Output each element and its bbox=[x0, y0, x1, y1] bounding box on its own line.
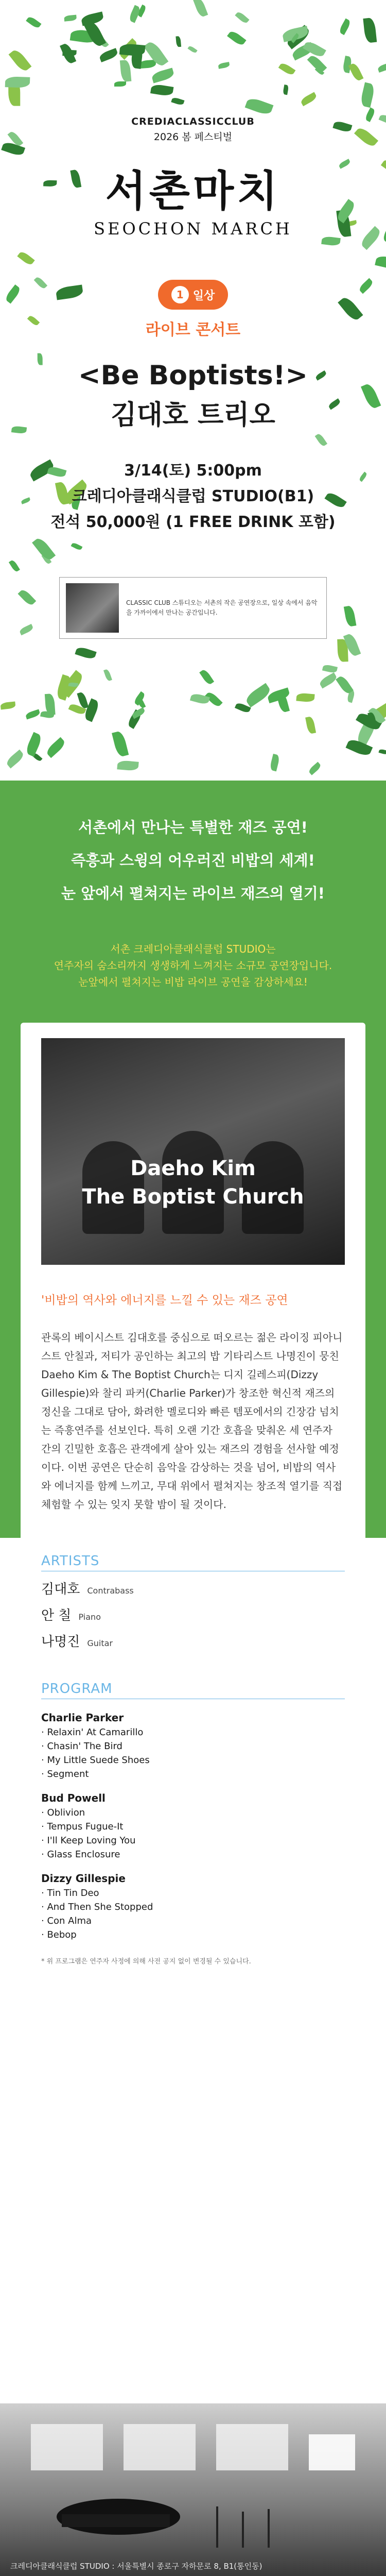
leaf-decoration bbox=[151, 68, 175, 83]
venue-photo bbox=[0, 2403, 386, 2576]
leaf-decoration bbox=[322, 664, 338, 674]
performer-card bbox=[21, 1023, 365, 1538]
band-photo-subtitle: The Boptist Church bbox=[82, 1185, 304, 1209]
tune-item: · Oblivion bbox=[41, 1807, 85, 1818]
leaf-decoration bbox=[112, 730, 129, 757]
intro-small-line: 서촌 크레디아클래식클럽 STUDIO는 bbox=[110, 943, 276, 956]
festival-logo-en: SEOCHON MARCH bbox=[94, 219, 292, 239]
leaf-decoration bbox=[338, 18, 352, 35]
venue-info-box bbox=[59, 577, 327, 639]
leaf-decoration bbox=[103, 668, 112, 681]
intro-description bbox=[21, 941, 365, 990]
tune-item: · Con Alma bbox=[41, 1916, 92, 1926]
leaf-decoration bbox=[303, 40, 326, 59]
leaf-decoration bbox=[98, 48, 119, 62]
leaf-decoration bbox=[5, 750, 25, 768]
leaf-decoration bbox=[360, 82, 376, 108]
intro-small-line: 연주자의 숨소리까지 생생하게 느껴지는 소규모 공연장입니다. bbox=[54, 959, 332, 972]
leaf-decoration bbox=[227, 29, 247, 47]
artist-item bbox=[41, 1631, 345, 1650]
leaf-decoration bbox=[5, 76, 29, 88]
program-group bbox=[41, 1792, 345, 1860]
tune-item: · And Then She Stopped bbox=[41, 1902, 153, 1912]
tune-item: · Glass Enclosure bbox=[41, 1849, 120, 1860]
artist-item bbox=[41, 1605, 345, 1624]
leaf-decoration bbox=[150, 83, 173, 97]
artist-name: 김대호 bbox=[41, 1582, 80, 1597]
artist-role: Piano bbox=[78, 1612, 101, 1622]
tune-item: · Tempus Fugue-It bbox=[41, 1821, 124, 1832]
band-photo bbox=[41, 1038, 345, 1265]
venue-info-text: CLASSIC CLUB 스튜디오는 서촌의 작은 공연장으로, 일상 속에서 음악을 가까이에서 만나는 공간입니다. bbox=[126, 599, 318, 616]
concert-venue: 크레디아클래식클럽 STUDIO(B1) bbox=[72, 487, 314, 505]
leaf-decoration bbox=[25, 709, 41, 719]
tune-item: · My Little Suede Shoes bbox=[41, 1755, 150, 1766]
leaf-decoration bbox=[278, 61, 296, 76]
concert-title: <Be Boptists!> bbox=[78, 360, 308, 391]
artist-name: 안 칠 bbox=[41, 1608, 72, 1623]
leaf-decoration bbox=[244, 683, 272, 707]
intro-line: 서촌에서 만나는 특별한 재즈 공연! bbox=[78, 819, 308, 836]
artist-item bbox=[41, 1579, 345, 1598]
leaf-decoration bbox=[114, 81, 126, 87]
leaf-decoration bbox=[19, 624, 33, 635]
tune-item: · Relaxin' At Camarillo bbox=[41, 1727, 144, 1738]
leaf-decoration bbox=[296, 693, 315, 703]
leaf-decoration bbox=[117, 760, 138, 771]
program-group bbox=[41, 1711, 345, 1780]
festival-label: 2026 봄 페스티벌 bbox=[153, 131, 233, 143]
card-body: 관록의 베이시스트 김대호를 중심으로 떠오르는 젊은 라이징 피아니스트 안칠과, 저티가 공인하는 최고의 밥 기타리스트 나명진이 뭉친 Daeho Kim & The Boptist Church는 디지 길레스피(Dizzy Gillespie)와 찰리 파커(Charlie Parker)가 창조한 혁신적 재즈의 정신을 그대로 담아, 화려한 멜로디와 빠른 템포에서의 긴장감 넘치는 즉흥연주를 선보인다. 특히 오랜 기간 호흡을 맞춰온 세 연주자 간의 긴밀한 호흡은 관객에게 살아 있는 재즈의 경험을 선사할 예정이다. 이번 공연은 단순히 음악을 감상하는 것을 넘어, 비밥의 역사와 에너지를 함께 느끼고, 무대 위에서 펼쳐지는 창조적 열기를 직접 체험할 수 있는 잊지 못할 밤이 될 것이다. bbox=[41, 1331, 343, 1511]
artists-heading: ARTISTS bbox=[41, 1553, 345, 1571]
program-heading: PROGRAM bbox=[41, 1681, 345, 1699]
leaf-decoration bbox=[305, 716, 316, 734]
leaf-decoration bbox=[244, 96, 273, 116]
composer-name: Bud Powell bbox=[41, 1792, 106, 1804]
leaf-decoration bbox=[136, 696, 146, 708]
venue-illustration bbox=[0, 2403, 386, 2576]
program-group bbox=[41, 1872, 345, 1940]
leaf-decoration bbox=[171, 97, 185, 106]
card-headline: '비밥의 역사와 에너지를 느낄 수 있는 재즈 공연 bbox=[41, 1294, 288, 1307]
leaf-decoration bbox=[199, 668, 214, 686]
leaf-decoration bbox=[188, 45, 198, 54]
leaf-decoration bbox=[283, 84, 289, 95]
tune-item: · Chasin' The Bird bbox=[41, 1741, 122, 1752]
leaf-decoration bbox=[378, 749, 386, 755]
leaf-decoration bbox=[8, 48, 31, 73]
concert-date: 3/14(토) 5:00pm bbox=[124, 462, 262, 480]
leaf-decoration bbox=[363, 18, 377, 43]
leaf-decoration bbox=[308, 762, 322, 775]
leaf-decoration bbox=[269, 754, 280, 772]
leaf-decoration bbox=[120, 60, 132, 82]
venue-caption: 크레디아클래식클럽 STUDIO : 서울특별시 종로구 자하문로 8, B1(통인동) bbox=[10, 2562, 262, 2571]
composer-name: Charlie Parker bbox=[41, 1711, 124, 1724]
leaf-decoration bbox=[25, 732, 43, 757]
tune-item: · Tin Tin Deo bbox=[41, 1888, 99, 1899]
intro-line: 눈 앞에서 펼쳐지는 라이브 재즈의 열기! bbox=[61, 884, 325, 902]
leaf-decoration bbox=[344, 605, 357, 627]
intro-small-line: 눈앞에서 펼쳐지는 비밥 라이브 공연을 감상하세요! bbox=[78, 976, 308, 989]
series-label: 일상 bbox=[192, 289, 215, 302]
leaf-decoration bbox=[175, 36, 181, 47]
leaf-decoration bbox=[300, 92, 318, 106]
concert-price: 전석 50,000원 (1 FREE DRINK 포함) bbox=[50, 513, 336, 531]
leaf-decoration bbox=[193, 0, 208, 18]
details-section bbox=[21, 1538, 365, 2306]
presenter-label: CREDIACLASSICCLUB bbox=[131, 116, 255, 127]
series-badge bbox=[158, 280, 229, 310]
leaf-decoration bbox=[218, 62, 230, 69]
leaf-decoration bbox=[17, 588, 36, 607]
concert-performer: 김대호 트리오 bbox=[111, 400, 275, 431]
tune-item: · I'll Keep Loving You bbox=[41, 1835, 136, 1846]
artist-role: Contrabass bbox=[87, 1586, 134, 1596]
artist-role: Guitar bbox=[87, 1638, 113, 1648]
leaf-decoration bbox=[26, 15, 41, 29]
hero-header bbox=[0, 116, 386, 532]
leaf-decoration bbox=[348, 62, 363, 82]
tune-item: · Bebop bbox=[41, 1929, 77, 1940]
series-number: 1 bbox=[171, 286, 189, 303]
leaf-decoration bbox=[318, 673, 338, 689]
leaf-decoration bbox=[71, 542, 82, 551]
program-footnote: * 위 프로그램은 연주자 사정에 의해 사전 공지 없이 변경될 수 있습니다. bbox=[41, 1958, 251, 1965]
leaf-decoration bbox=[235, 10, 249, 24]
venue-thumbnail bbox=[66, 583, 119, 633]
intro-section bbox=[0, 781, 386, 1538]
leaf-decoration bbox=[377, 62, 386, 73]
intro-headlines bbox=[21, 811, 365, 910]
leaf-decoration bbox=[64, 15, 77, 22]
leaf-decoration bbox=[1, 702, 16, 710]
leaf-decoration bbox=[9, 560, 20, 573]
artist-name: 나명진 bbox=[41, 1634, 80, 1650]
band-photo-title: Daeho Kim bbox=[130, 1157, 256, 1180]
hero-section bbox=[0, 0, 386, 781]
series-subtitle: 라이브 콘서트 bbox=[145, 321, 241, 339]
musician-silhouette bbox=[162, 1131, 224, 1234]
leaf-decoration bbox=[75, 646, 96, 660]
festival-logo-ko: 서촌마치 bbox=[105, 166, 281, 216]
tune-item: · Segment bbox=[41, 1769, 89, 1780]
intro-line: 즉흥과 스윙의 어우러진 비밥의 세계! bbox=[71, 851, 315, 869]
leaf-decoration bbox=[45, 737, 67, 758]
composer-name: Dizzy Gillespie bbox=[41, 1872, 126, 1885]
